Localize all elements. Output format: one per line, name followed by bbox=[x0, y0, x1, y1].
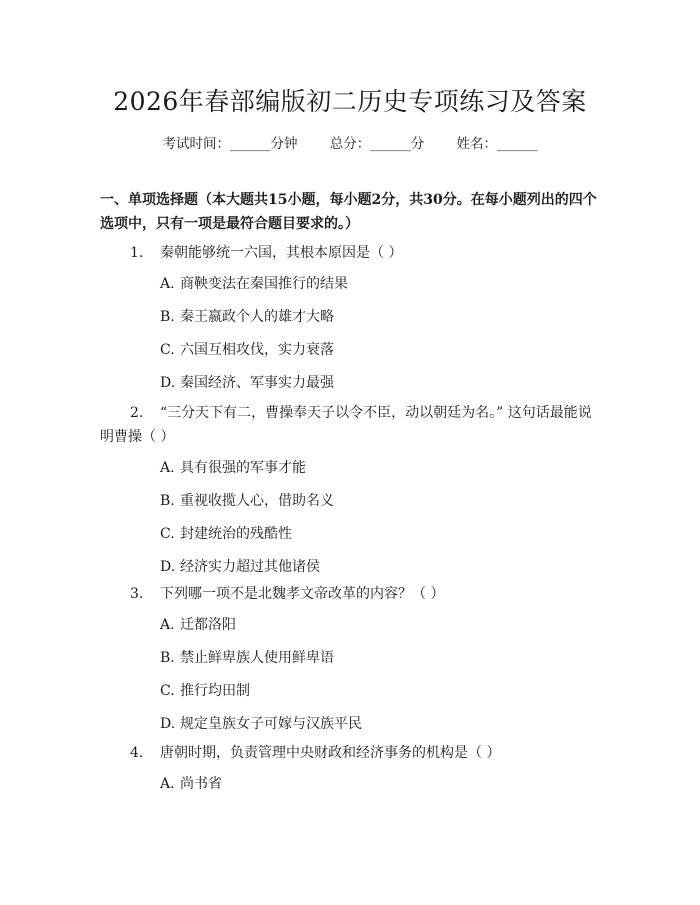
question-1-option-c bbox=[160, 340, 334, 360]
option-letter: C. bbox=[160, 526, 175, 542]
question-number: 3. bbox=[130, 586, 144, 602]
question-number: 2. bbox=[130, 405, 144, 421]
question-3-option-a bbox=[160, 615, 236, 635]
question-3-option-d bbox=[160, 714, 362, 734]
option-letter: D. bbox=[160, 716, 176, 732]
option-letter: A. bbox=[160, 276, 175, 292]
question-1-option-b bbox=[160, 307, 334, 327]
question-text: “三分天下有二，曹操奉天子以令不臣，动以朝廷为名。” 这句话最能说明曹操（ ） bbox=[100, 405, 592, 445]
question-1 bbox=[100, 241, 600, 265]
option-letter: B. bbox=[160, 650, 175, 666]
document-title: 2026年春部编版初二历史专项练习及答案 bbox=[113, 87, 587, 116]
question-2-option-d bbox=[160, 557, 320, 577]
option-letter: C. bbox=[160, 342, 175, 358]
question-3-option-c bbox=[160, 681, 250, 701]
option-text: 封建统治的残酷性 bbox=[180, 526, 292, 542]
option-text: 规定皇族女子可嫁与汉族平民 bbox=[180, 716, 362, 732]
question-text: 下列哪一项不是北魏孝文帝改革的内容？（ ） bbox=[160, 586, 445, 602]
option-letter: D. bbox=[160, 559, 176, 575]
question-4-option-a bbox=[160, 774, 222, 794]
option-text: 尚书省 bbox=[180, 776, 222, 792]
question-1-option-a bbox=[160, 274, 348, 294]
question-2 bbox=[100, 401, 600, 449]
option-text: 重视收揽人心，借助名义 bbox=[180, 493, 334, 509]
question-2-option-a bbox=[160, 458, 306, 478]
question-3 bbox=[100, 582, 600, 606]
option-letter: A. bbox=[160, 617, 175, 633]
question-4 bbox=[100, 741, 600, 765]
question-number: 4. bbox=[130, 745, 144, 761]
option-text: 禁止鲜卑族人使用鲜卑语 bbox=[180, 650, 334, 666]
option-text: 具有很强的军事才能 bbox=[180, 460, 306, 476]
question-2-option-c bbox=[160, 524, 292, 544]
option-letter: D. bbox=[160, 375, 176, 391]
exam-score: 总分：______分 bbox=[329, 136, 425, 152]
question-3-option-b bbox=[160, 648, 334, 668]
section-heading: 一、单项选择题（本大题共15小题，每小题2分，共30分。在每小题列出的四个选项中，只有一项是最符合题目要求的。） bbox=[100, 192, 597, 232]
option-text: 六国互相攻伐，实力衰落 bbox=[180, 342, 334, 358]
option-text: 秦王嬴政个人的雄才大略 bbox=[180, 309, 334, 325]
question-1-option-d bbox=[160, 373, 334, 393]
option-text: 经济实力超过其他诸侯 bbox=[180, 559, 320, 575]
option-text: 商鞅变法在秦国推行的结果 bbox=[180, 276, 348, 292]
question-number: 1. bbox=[130, 245, 144, 261]
option-text: 迁都洛阳 bbox=[180, 617, 236, 633]
student-name: 姓名：______ bbox=[456, 136, 538, 152]
exam-meta bbox=[0, 132, 700, 152]
option-text: 秦国经济、军事实力最强 bbox=[180, 375, 334, 391]
question-2-option-b bbox=[160, 491, 334, 511]
option-letter: B. bbox=[160, 493, 175, 509]
option-letter: C. bbox=[160, 683, 175, 699]
option-letter: B. bbox=[160, 309, 175, 325]
option-letter: A. bbox=[160, 776, 175, 792]
question-text: 唐朝时期，负责管理中央财政和经济事务的机构是（ ） bbox=[160, 745, 501, 761]
option-text: 推行均田制 bbox=[180, 683, 250, 699]
option-letter: A. bbox=[160, 460, 175, 476]
exam-time: 考试时间：______分钟 bbox=[162, 136, 298, 152]
question-text: 秦朝能够统一六国，其根本原因是（ ） bbox=[160, 245, 403, 261]
